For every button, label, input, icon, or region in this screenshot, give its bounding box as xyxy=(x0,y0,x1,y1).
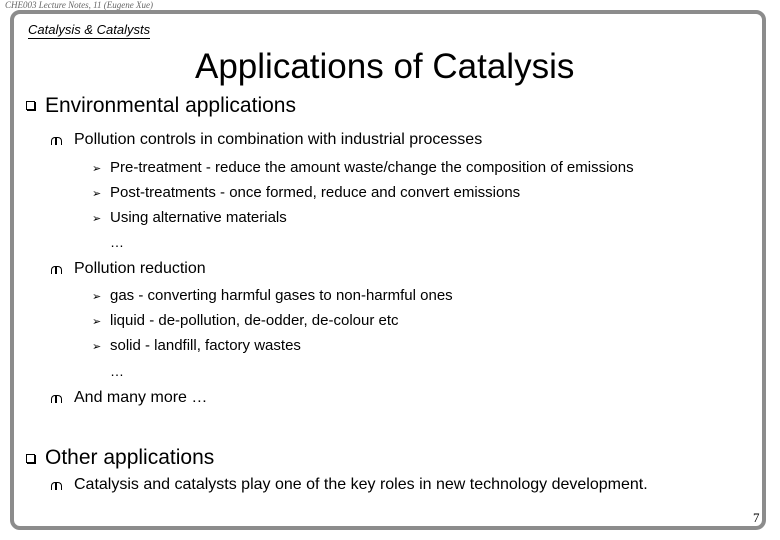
arrow-bullet-icon: ➢ xyxy=(92,316,102,328)
arrow-bullet-icon: ➢ xyxy=(92,291,102,303)
ellipsis: … xyxy=(110,363,124,379)
list-item: solid - landfill, factory wastes xyxy=(110,337,301,354)
list-item: Using alternative materials xyxy=(110,209,287,226)
section-heading-other: Other applications xyxy=(45,446,215,469)
list-item: Pre-treatment - reduce the amount waste/change the composition of emissions xyxy=(110,159,634,176)
course-title: Catalysis & Catalysts xyxy=(28,22,151,37)
section-heading-environmental: Environmental applications xyxy=(45,94,296,117)
list-item: liquid - de-pollution, de-odder, de-colour etc xyxy=(110,312,399,329)
page-number: 7 xyxy=(753,510,760,525)
sub-bullet-icon xyxy=(51,482,62,490)
list-item: Post-treatments - once formed, reduce and convert emissions xyxy=(110,184,521,201)
sub-heading-key-roles: Catalysis and catalysts play one of the key roles in new technology development. xyxy=(74,476,648,493)
sub-bullet-icon xyxy=(51,395,62,403)
arrow-bullet-icon: ➢ xyxy=(92,188,102,200)
square-bullet-icon xyxy=(26,101,35,110)
sub-heading-many-more: And many more … xyxy=(74,389,208,406)
sub-heading-pollution-controls: Pollution controls in combination with industrial processes xyxy=(74,131,483,148)
sub-heading-pollution-reduction: Pollution reduction xyxy=(74,260,206,277)
sub-bullet-icon xyxy=(51,266,62,274)
square-bullet-icon xyxy=(26,454,35,463)
list-item: gas - converting harmful gases to non-harmful ones xyxy=(110,287,453,304)
header-note: CHE003 Lecture Notes, 11 (Eugene Xue) xyxy=(5,0,153,10)
arrow-bullet-icon: ➢ xyxy=(92,163,102,175)
slide-title: Applications of Catalysis xyxy=(195,47,575,86)
arrow-bullet-icon: ➢ xyxy=(92,213,102,225)
arrow-bullet-icon: ➢ xyxy=(92,341,102,353)
sub-bullet-icon xyxy=(51,137,62,145)
ellipsis: … xyxy=(110,234,124,250)
